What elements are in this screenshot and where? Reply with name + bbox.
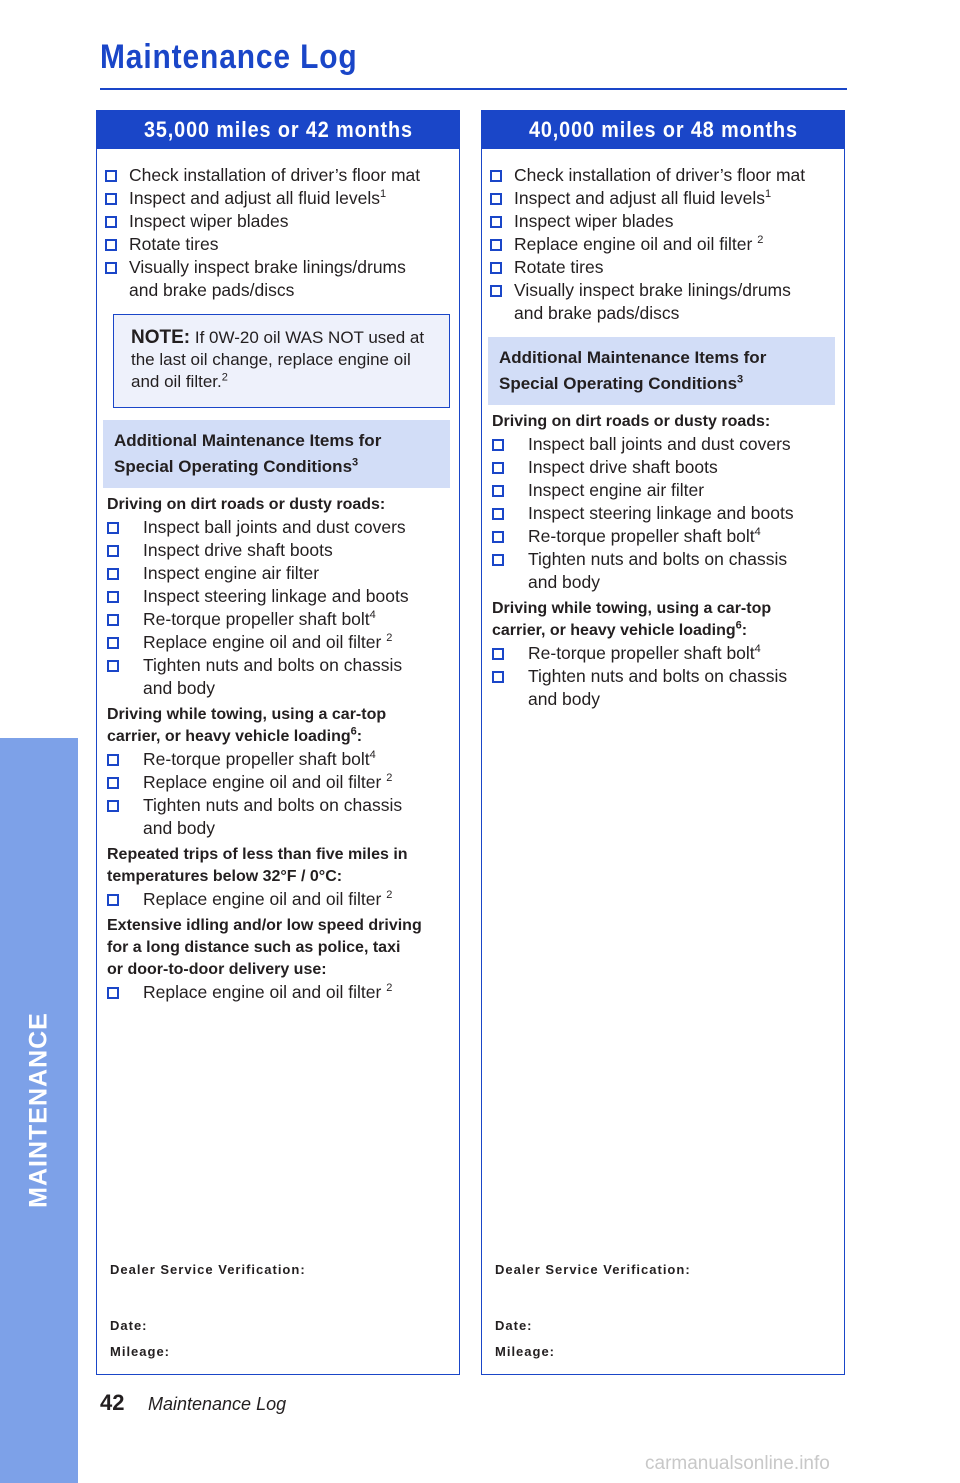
checklist-item: Re-torque propeller shaft bolt$^4$ [481,525,845,548]
checklist-item: Inspect engine air filter [96,562,460,585]
note-label: NOTE: [131,327,191,348]
category-towing: Driving while towing, using a car-top carrier, or heavy vehicle loading$^6$: [107,706,387,745]
checklist-item: Rotate tires [96,233,460,256]
checklist-item: Tighten nuts and bolts on chassis and body [96,654,460,700]
checkbox[interactable] [107,545,119,557]
checklist-item: Replace engine oil and oil filter $^2$ [96,981,460,1004]
dealer-service-verification-label: Dealer Service Verification: [110,1262,306,1277]
checkbox[interactable] [105,262,117,274]
date-label: Date: [495,1318,533,1333]
column-header: 35,000 miles or 42 months [96,110,460,149]
checkbox[interactable] [492,485,504,497]
checklist-item: Check installation of driver’s floor mat [481,164,845,187]
checklist-item: Inspect wiper blades [96,210,460,233]
checkbox[interactable] [492,554,504,566]
log-column-40000 [481,110,845,1375]
checklist-item: Inspect engine air filter [481,479,845,502]
checkbox[interactable] [492,671,504,683]
checklist-item: Re-torque propeller shaft bolt$^4$ [96,748,460,771]
special-conditions-heading: Additional Maintenance Items for Special Operating Conditions$^3$ [488,337,835,405]
checklist [96,164,460,302]
mileage-label: Mileage: [110,1344,171,1359]
checklist-item: Visually inspect brake linings/drums and brake pads/discs [96,256,460,302]
checklist-short-trips [96,888,460,911]
checklist-item: Inspect ball joints and dust covers [96,516,460,539]
title-rule [100,88,847,90]
checkbox[interactable] [492,531,504,543]
checkbox[interactable] [107,800,119,812]
checklist-item: Tighten nuts and bolts on chassis and body [481,548,845,594]
checkbox[interactable] [492,462,504,474]
checkbox[interactable] [490,239,502,251]
checkbox[interactable] [107,568,119,580]
checklist-item: Inspect wiper blades [481,210,845,233]
checkbox[interactable] [107,754,119,766]
footer-section-label: Maintenance Log [148,1394,287,1414]
page-title: Maintenance Log [100,38,358,76]
checkbox[interactable] [107,894,119,906]
checklist-item: Tighten nuts and bolts on chassis and body [481,665,845,711]
page-number: 42 [100,1390,125,1415]
checklist-item: Inspect and adjust all fluid levels$^1$ [96,187,460,210]
checkbox[interactable] [490,262,502,274]
checklist-item: Inspect ball joints and dust covers [481,433,845,456]
sidebar-label: MAINTENANCE [24,1012,53,1208]
checklist-dusty [481,433,845,594]
checklist-item: Tighten nuts and bolts on chassis and body [96,794,460,840]
dealer-service-verification-label: Dealer Service Verification: [495,1262,691,1277]
checkbox[interactable] [107,591,119,603]
checkbox[interactable] [490,193,502,205]
checklist-item: Inspect and adjust all fluid levels$^1$ [481,187,845,210]
checkbox[interactable] [490,285,502,297]
checkbox[interactable] [490,216,502,228]
category-short-trips: Repeated trips of less than five miles in temperatures below 32°F / 0°C: [107,846,408,885]
checkbox[interactable] [105,193,117,205]
checkbox[interactable] [105,239,117,251]
category-towing: Driving while towing, using a car-top carrier, or heavy vehicle loading$^6$: [492,600,772,639]
checklist-item: Visually inspect brake linings/drums and brake pads/discs [481,279,845,325]
checklist-item: Inspect drive shaft boots [96,539,460,562]
checkbox[interactable] [107,660,119,672]
checklist-item: Inspect drive shaft boots [481,456,845,479]
special-conditions-heading: Additional Maintenance Items for Special Operating Conditions$^3$ [103,420,450,488]
checkbox[interactable] [105,216,117,228]
checklist-item: Inspect steering linkage and boots [96,585,460,608]
checklist-item: Replace engine oil and oil filter $^2$ [96,771,460,794]
checklist-idling [96,981,460,1004]
checkbox[interactable] [107,987,119,999]
category-dusty-roads: Driving on dirt roads or dusty roads: [492,413,771,430]
category-dusty-roads: Driving on dirt roads or dusty roads: [107,496,386,513]
checkbox[interactable] [490,170,502,182]
checkbox[interactable] [107,777,119,789]
checklist-dusty [96,516,460,700]
checkbox[interactable] [107,522,119,534]
checkbox[interactable] [107,614,119,626]
checklist-item: Replace engine oil and oil filter $^2$ [96,631,460,654]
checklist-item: Re-torque propeller shaft bolt$^4$ [481,642,845,665]
checklist-item: Check installation of driver’s floor mat [96,164,460,187]
checkbox[interactable] [107,637,119,649]
note-text: If 0W-20 oil WAS NOT used at the last oil change, replace engine oil and oil filter. [131,328,425,391]
checkbox[interactable] [492,648,504,660]
checkbox[interactable] [492,439,504,451]
checklist-item: Rotate tires [481,256,845,279]
mileage-label: Mileage: [495,1344,556,1359]
checklist-item: Replace engine oil and oil filter $^2$ [481,233,845,256]
watermark: carmanualsonline.info [645,1453,830,1474]
checkbox[interactable] [492,508,504,520]
checklist-item: Inspect steering linkage and boots [481,502,845,525]
date-label: Date: [110,1318,148,1333]
checklist-item: Replace engine oil and oil filter $^2$ [96,888,460,911]
checklist-item: Re-torque propeller shaft bolt$^4$ [96,608,460,631]
category-idling: Extensive idling and/or low speed driving for a long distance such as police, taxi or door-to-door delivery use: [107,917,422,978]
checklist-towing [481,642,845,711]
checklist-towing [96,748,460,840]
oil-note: NOTE: If 0W-20 oil WAS NOT used at the last oil change, replace engine oil and oil filter.$^2$ [113,314,450,408]
column-header: 40,000 miles or 48 months [481,110,845,149]
checklist [481,164,845,325]
checkbox[interactable] [105,170,117,182]
log-column-35000 [96,110,460,1375]
